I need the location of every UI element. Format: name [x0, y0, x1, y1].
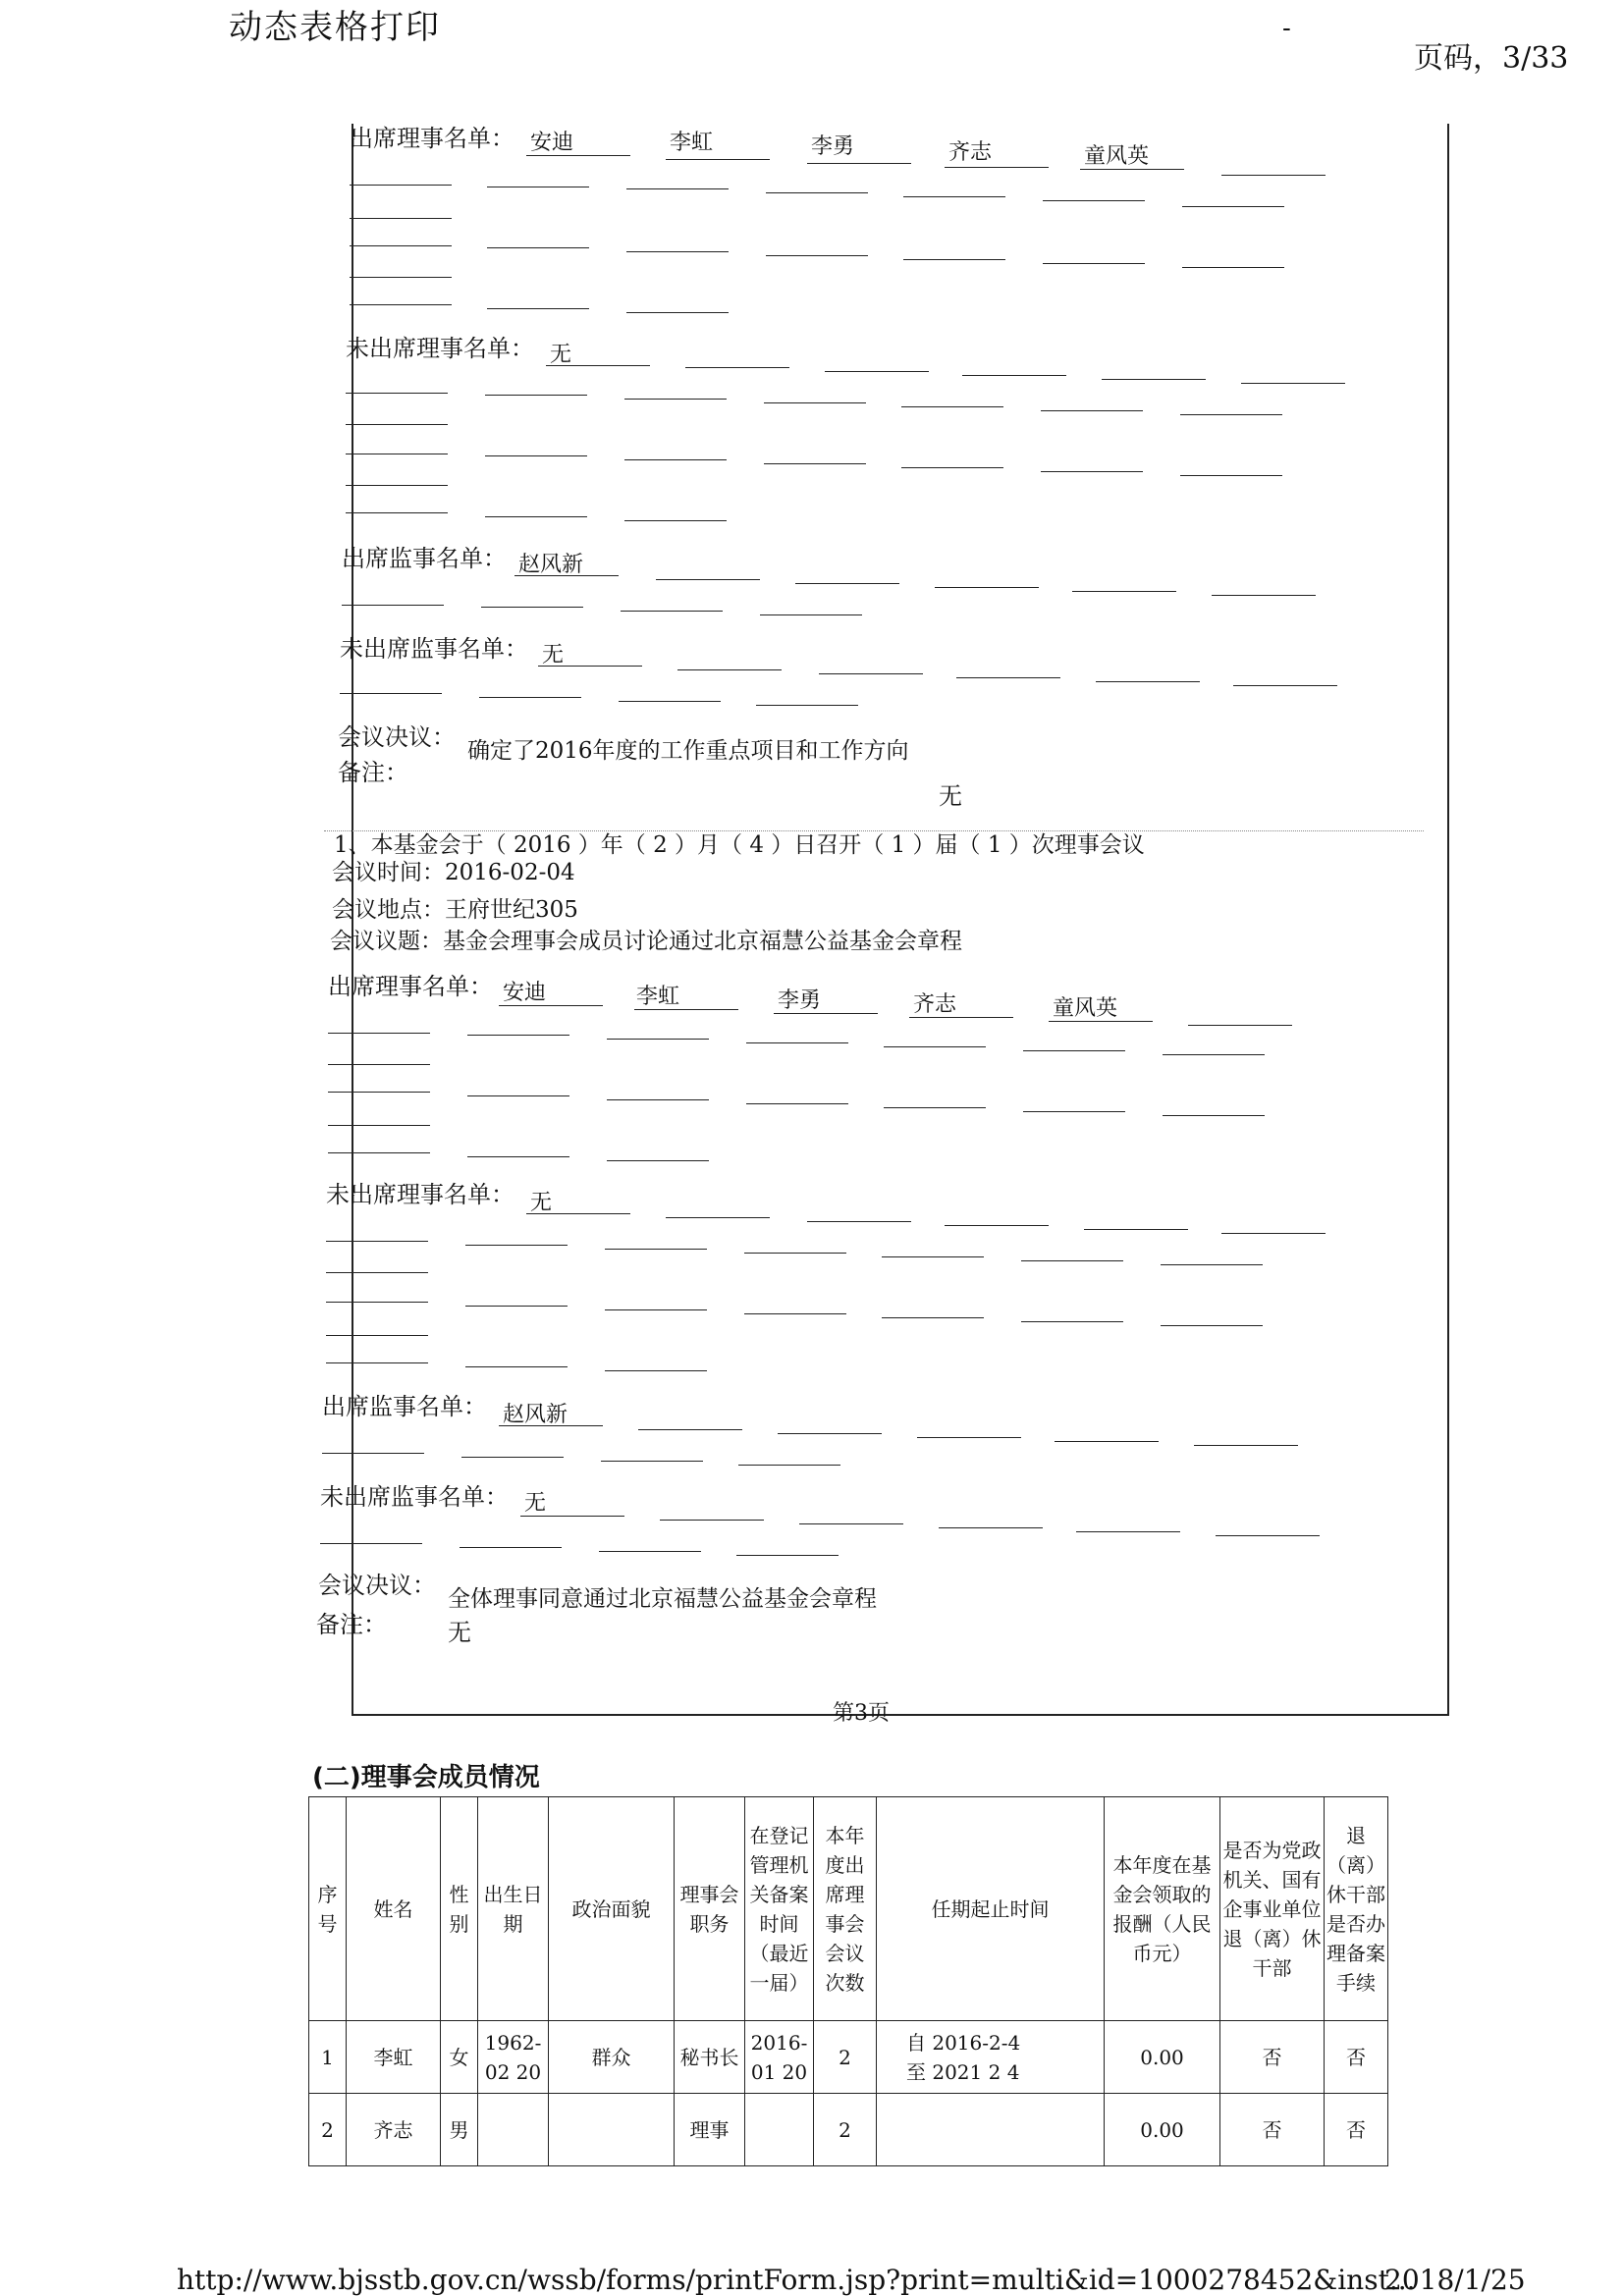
col-header: 政治面貌 — [549, 1797, 675, 2021]
attend-supervisor-name: 赵风新 — [518, 553, 584, 577]
col-header: 理事会职务 — [675, 1797, 745, 2021]
col-header: 本年度在基金会领取的报酬（人民币元） — [1105, 1797, 1220, 2021]
absent-supervisor-name: 无 — [542, 643, 565, 667]
cell-pay: 0.00 — [1105, 2021, 1220, 2094]
print-date: 2018/1/25 — [1384, 2264, 1526, 2296]
meeting-topic: 会议议题：基金会理事会成员讨论通过北京福慧公益基金会章程 — [330, 929, 962, 954]
cell-filed — [745, 2094, 814, 2166]
col-header: 性别 — [441, 1797, 478, 2021]
cell-birth — [478, 2094, 549, 2166]
members-table — [308, 1796, 1388, 2166]
col-header: 在登记管理机关备案时间（最近一届） — [745, 1797, 814, 2021]
cell-no: 2 — [309, 2094, 347, 2166]
col-header: 出生日期 — [478, 1797, 549, 2021]
section-title: (二)理事会成员情况 — [312, 1763, 540, 1792]
cell-filed: 2016-01 20 — [745, 2021, 814, 2094]
meeting-place: 会议地点：王府世纪305 — [332, 897, 578, 923]
table-row — [309, 2094, 1388, 2166]
col-header: 本年度出席理事会会议次数 — [814, 1797, 877, 2021]
cell-attend: 2 — [814, 2021, 877, 2094]
term-from: 自 2016-2-4 — [906, 2030, 1021, 2055]
col-header: 任期起止时间 — [877, 1797, 1105, 2021]
cell-no: 1 — [309, 2021, 347, 2094]
term-to: 至 2021 2 4 — [906, 2059, 1020, 2084]
cell-name: 齐志 — [347, 2094, 441, 2166]
cell-term — [877, 2094, 1105, 2166]
resolution-text: 确定了2016年度的工作重点项目和工作方向 — [467, 738, 909, 764]
attend-supervisors-label: 出席监事名单： — [322, 1393, 487, 1420]
absent-supervisors-label: 未出席监事名单： — [340, 635, 528, 663]
resolution-label: 会议决议： — [318, 1572, 436, 1599]
attend-director-name: 李虹 — [636, 985, 680, 1009]
col-header: 退（离）休干部是否办理备案手续 — [1325, 1797, 1388, 2021]
cell-birth: 1962-02 20 — [478, 2021, 549, 2094]
attend-supervisors-label: 出席监事名单： — [342, 545, 507, 572]
table-row — [309, 2021, 1388, 2094]
attend-director-name: 李虹 — [670, 131, 714, 155]
col-header: 是否为党政机关、国有企事业单位退（离）休干部 — [1220, 1797, 1325, 2021]
absent-directors-label: 未出席理事名单： — [326, 1181, 514, 1208]
meeting-time: 会议时间：2016-02-04 — [332, 860, 575, 885]
resolution-text: 全体理事同意通过北京福慧公益基金会章程 — [448, 1586, 877, 1612]
remark-label: 备注： — [316, 1611, 387, 1638]
cell-term — [877, 2021, 1105, 2094]
attend-director-name: 齐志 — [948, 140, 993, 165]
attend-supervisor-name: 赵风新 — [503, 1403, 568, 1427]
col-header: 姓名 — [347, 1797, 441, 2021]
cell-filed-retire: 否 — [1325, 2094, 1388, 2166]
meeting-heading: 1、本基金会于（ 2016 ）年（ 2 ）月（ 4 ）日召开（ 1 ）届（ 1 ）次理事会议 — [334, 832, 1145, 858]
absent-director-name: 无 — [550, 343, 572, 367]
attend-director-name: 安迪 — [503, 981, 547, 1005]
cell-pay: 0.00 — [1105, 2094, 1220, 2166]
attend-director-name: 齐志 — [913, 992, 957, 1017]
attend-directors-label: 出席理事名单： — [328, 973, 493, 1000]
col-header: 序号 — [309, 1797, 347, 2021]
cell-retired: 否 — [1220, 2021, 1325, 2094]
absent-directors-label: 未出席理事名单： — [346, 335, 534, 362]
attend-directors-label: 出席理事名单： — [350, 125, 514, 152]
attend-director-name: 童风英 — [1084, 144, 1150, 169]
cell-political — [549, 2094, 675, 2166]
cell-retired: 否 — [1220, 2094, 1325, 2166]
remark-text: 无 — [448, 1619, 471, 1646]
cell-attend: 2 — [814, 2094, 877, 2166]
cell-filed-retire: 否 — [1325, 2021, 1388, 2094]
attend-director-name: 李勇 — [778, 988, 822, 1013]
stray-mark: - — [1282, 14, 1291, 43]
table-header-row — [309, 1797, 1388, 2021]
cell-role: 理事 — [675, 2094, 745, 2166]
resolution-label: 会议决议： — [338, 723, 456, 751]
absent-supervisors-label: 未出席监事名单： — [320, 1483, 509, 1511]
remark-text: 无 — [939, 782, 962, 810]
attend-director-name: 童风英 — [1053, 996, 1118, 1021]
cell-political: 群众 — [549, 2021, 675, 2094]
cell-gender: 男 — [441, 2094, 478, 2166]
form-page-footer: 第3页 — [833, 1701, 890, 1726]
absent-supervisor-name: 无 — [524, 1491, 547, 1516]
print-title: 动态表格打印 — [229, 8, 441, 47]
attend-director-name: 安迪 — [530, 131, 574, 155]
remark-label: 备注： — [338, 759, 408, 786]
absent-director-name: 无 — [530, 1191, 553, 1215]
cell-gender: 女 — [441, 2021, 478, 2094]
page-number: 页码，3/33 — [1414, 41, 1569, 76]
print-url: http://www.bjsstb.gov.cn/wssb/forms/printForm.jsp?print=multi&id=1000278452&inst... — [177, 2264, 1416, 2296]
cell-name: 李虹 — [347, 2021, 441, 2094]
attend-director-name: 李勇 — [811, 134, 855, 159]
cell-role: 秘书长 — [675, 2021, 745, 2094]
